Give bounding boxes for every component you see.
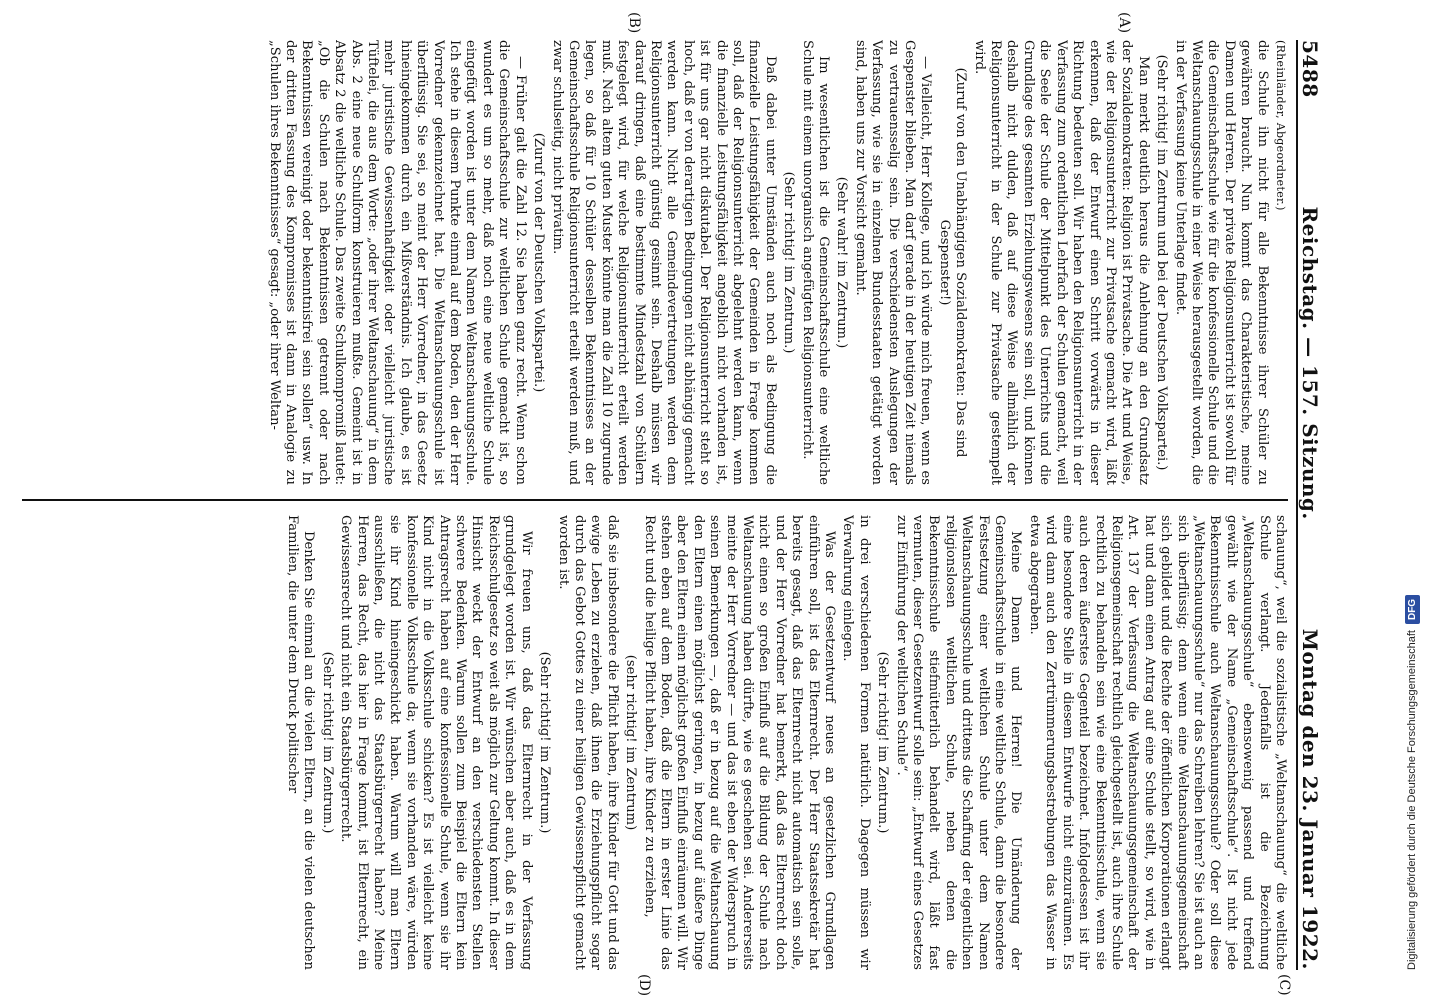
paragraph: die Schule ihn nicht für alle Bekenntnisse ihrer Schüler zu gewähren braucht. Nun kommt das Charakteristische, meine Damen und Herren. Der private Religionsunterricht ist sowohl für die Gemeinschaftsschule wie für die konfessionelle Schule und die Weltanschauungsschule in einer Weise herausgestellt worden, die in der Verfassung keine Unterlage findet. <box>1172 40 1270 485</box>
paragraph: Was der Gesetzentwurf neues an gesetzlichen Grundlagen einführen soll, ist das Elternrecht. Der Herr Staatssekretär hat bereits gesagt, daß das Elternrecht nicht automatisch sein solle, und der Herr Vorredner hat bemerkt, daß das Elternrecht doch nicht einen so großen Einfluß auf die Bildung der Schule nach Weltanschauung haben dürfte, wie es geschehen sei. Andererseits meinte der Herr Vorredner — und das ist eben der Widerspruch in seinen Bemerkungen —, daß er in bezug auf die Weltanschauung den Eltern einen möglichst geringen, in bezug auf äußere Dinge aber den Eltern einen möglichst großen Einfluß einräumen will. Wir stehen eben auf dem Boden, daß die Eltern in erster Linie das Recht und die heilige Pflicht haben, ihre Kinder zu erziehen, <box>641 515 838 970</box>
digitization-footer <box>1396 10 1428 970</box>
paragraph: schauung“, weil die sozialistische „Weltanschauung“ die weltliche Schule verlangt. Jedenfalls ist die Bezeichnung „Weltanschauungsschule“ ebensowenig passend und treffend gewählt wie der Name „Gemeinschaftsschule“. Ist nicht jede Bekenntnisschule auch Weltanschauungsschule? Oder soll diese „Weltanschauungsschule“ nur das Schreiben lehren? Sie ist auch an sich überflüssig; denn wenn eine Weltanschauungsgemeinschaft sich gebildet und die Rechte der öffentlichen Korporationen erlangt hat und dann einen Antrag auf eine Schule stellt, so wird, wie in Art. 137 der Verfassung die Weltanschauungsgemeinschaft der Religionsgemeinschaft rechtlich gleichgestellt ist, auch ihre Schule rechtlich zu behandeln sein wie eine Bekenntnisschule, wenn sie auch deren äußerstes Gegenteil bezeichnet. Infolgedessen ist ihr eine besondere Stelle in diesem Entwurfe nicht einzuräumen. Es wird dann auch den Zertrümmerungsbestrebungen das Wasser in etwa abgegraben. <box>1026 515 1288 970</box>
session-title: Reichstag. — 157. Sitzung. <box>1298 206 1322 520</box>
page-header <box>1296 40 1332 970</box>
interjection: (Sehr richtig! im Zentrum.) <box>319 651 335 834</box>
paragraph: Denken Sie einmal an die vielen Eltern, an die vielen deutschen Familien, die unter dem Druck politischer <box>285 515 317 970</box>
margin-marker-b: (B) <box>626 12 642 34</box>
page-content <box>22 12 1332 997</box>
dfg-credit-text: Digitalisierung gefördert durch die Deutsche Forschungsgemeinschaft <box>1406 630 1418 970</box>
paragraph: Meine Damen und Herren! Die Umänderung der Gemeinschaftsschule in eine weltliche Schule, dann die besondere Festsetzung einer weltlichen Schule unter dem Namen Weltanschauungsschule und drittens die Schaffung der eigentlichen religionslosen weltlichen Schule, neben denen die Bekenntnisschule stiefmütterlich behandelt wird, läßt fast vermuten, dieser Gesetzentwurf solle sein: „Entwurf eines Gesetzes zur Einführung der weltlichen Schule“. <box>893 515 1024 970</box>
page-number: 5488 <box>1298 40 1322 98</box>
interjection: (Sehr richtig! im Zentrum.) <box>781 171 797 354</box>
interjection: (sehr richtig! im Zentrum) <box>623 654 639 831</box>
speaker-label: (Rheinländer, Abgeordneter.) <box>1274 40 1287 211</box>
interjection: (Sehr richtig! im Zentrum.) <box>537 651 553 834</box>
paragraph: Wir freuen uns, daß das Elternrecht in der Verfassung grundgelegt worden ist. Wir wünschen aber auch, daß es in dem Reichsschulgesetz so weit als möglich zur Geltung kommt. In dieser Hinsicht weckt der Entwurf an den verschiedensten Stellen schwere Bedenken. Warum sollen zum Beispiel die Eltern kein Antragsrecht haben auf eine konfessionelle Schule, wenn sie ihr Kind nicht in die Volksschule schicken? Es ist vielleicht keine konfessionelle Volksschule da; wenn sie vorhanden wäre, würden sie ihr Kind hineingeschickt haben. Warum will man Eltern ausschließen, die nicht das Staatsbürgerrecht haben? Meine Herren, das Recht, das hier in Frage kommt, ist Elternrecht, ein Gewissensrecht und nicht ein Staatsbürgerrecht. <box>338 515 534 970</box>
paragraph: in drei verschiedenen Formen natürlich. Dagegen müssen wir Verwahrung einlegen. <box>840 515 872 970</box>
left-column <box>22 40 1288 485</box>
paragraph: Man merkt deutlich heraus die Anlehnung an den Grundsatz der Sozialdemokraten: Religion ist Privatsache. Die Art und Weise, wie der Religionsunterricht zur Privatsache gemacht wird, läßt erkennen, daß der Entwurf einen Schritt vorwärts in dieser Richtung bedeuten soll. Wir haben den Religionsunterricht in der Verfassung zum ordentlichen Lehrfach der Schulen gemacht, weil die Seele der Schule der Mittelpunkt des Unterrichts und die Grundlage des gesamten Erziehungswesens sein soll, und können deshalb nicht dulden, daß auf diese Weise allmählich der Religionsunterricht in der Schule zur Privatsache gestempelt wird. <box>971 40 1151 485</box>
margin-marker-d: (D) <box>636 974 652 997</box>
interjection: (Sehr richtig! im Zentrum und bei der Deutschen Volkspartei.) <box>1154 54 1170 471</box>
paragraph: — Vielleicht, Herr Kollege, und ich würde mich freuen, wenn es Gespenster blieben. Man darf gerade in der heutigen Zeit niemals zu vertrauensselig sein. Die verschiedensten Auslegungen der Verfassung, wie sie in einzelnen Bundesstaaten getätigt worden sind, haben uns zur Vorsicht gemahnt. <box>852 40 934 485</box>
interjection: (Zuruf von den Unabhängigen Sozialdemokraten: Das sind Gespenster!) <box>936 67 969 458</box>
paragraph: daß sie insbesondere die Pflicht haben, ihre Kinder für Gott und das ewige Leben zu erziehen, daß ihnen die Erziehungspflicht sogar durch das Gebot Gottes zu einer heiligen Gewissenspflicht gemacht worden ist. <box>555 515 620 970</box>
margin-marker-a: (A) <box>1116 12 1132 34</box>
session-date: Montag den 23. Januar 1922. <box>1298 628 1322 970</box>
margin-marker-c: (C) <box>1276 974 1292 996</box>
paragraph: — Früher galt die Zahl 12. Sie haben ganz recht. Wenn schon die Gemeinschaftsschule zur weltlichen Schule gemacht ist, so wundert es um so mehr, daß noch eine neue weltliche Schule eingefügt worden ist unter dem Namen Weltanschauungsschule. Ich stehe in diesem Punkte einmal auf dem Boden, den der Herr Vorredner gekennzeichnet hat. Die Weltanschauungsschule ist überflüssig. Sie sei, so meint der Herr Vorredner, in das Gesetz hineingekommen durch ein Mißverständnis. Ich glaube, es ist mehr juristische Gewissenhaftigkeit oder vielleicht juristische Tüftelei, die aus dem Worte: „oder ihrer Weltanschauung“ in dem Abs. 2 eine neue Schulform konstruieren mußte. Gemeint ist in Absatz 2 die weltliche Schule. Das zweite Schulkompromiß lautet: „Ob die Schulen nach Bekenntnissen getrennt oder nach Bekenntnissen vereinigt oder bekenntnisfrei sein sollen“ usw. In der dritten Fassung des Kompromisses ist dann in Analogie zu „Schulen ihres Bekenntnisses“ gesagt: „oder ihrer Weltan- <box>266 40 528 485</box>
paragraph: Daß dabei unter Umständen auch noch als Bedingung die finanzielle Leistungsfähigkeit der Gemeinden in Frage kommen soll, daß der Religionsunterricht abgelehnt werden kann, wenn die finanzielle Leistungsfähigkeit angeblich nicht vorhanden ist, ist für uns gar nicht diskutabel. Der Religionsunterricht steht so hoch, daß er von derartigen Bedingungen nicht abhängig gemacht werden kann. Nicht alle Gemeindevertretungen werden dem Religionsunterricht günstig gesinnt sein. Deshalb müssen wir darauf dringen, daß eine bestimmte Mindestzahl von Schülern festgelegt wird, für welche Religionsunterricht erteilt werden muß. Nach altem guten Muster könnte man die Zahl 10 zugrunde legen, so daß für 10 Schüler desselben Bekenntnisses an der Gemeinschaftsschule Religionsunterricht erteilt werden muß, und zwar schulseitig, nicht privatim. <box>549 40 778 485</box>
interjection: (Sehr wahr! im Zentrum.) <box>834 176 850 349</box>
dfg-logo: DFG <box>1405 595 1420 624</box>
interjection: (Sehr richtig! im Zentrum.) <box>875 651 891 834</box>
paragraph: Im wesentlichen ist die Gemeinschaftsschule eine weltliche Schule mit einem unorganisch angefügten Religionsunterricht. <box>799 40 832 485</box>
right-column <box>22 515 1288 970</box>
interjection: (Zuruf von der Deutschen Volkspartei.) <box>531 132 547 393</box>
column-divider <box>22 499 1288 501</box>
